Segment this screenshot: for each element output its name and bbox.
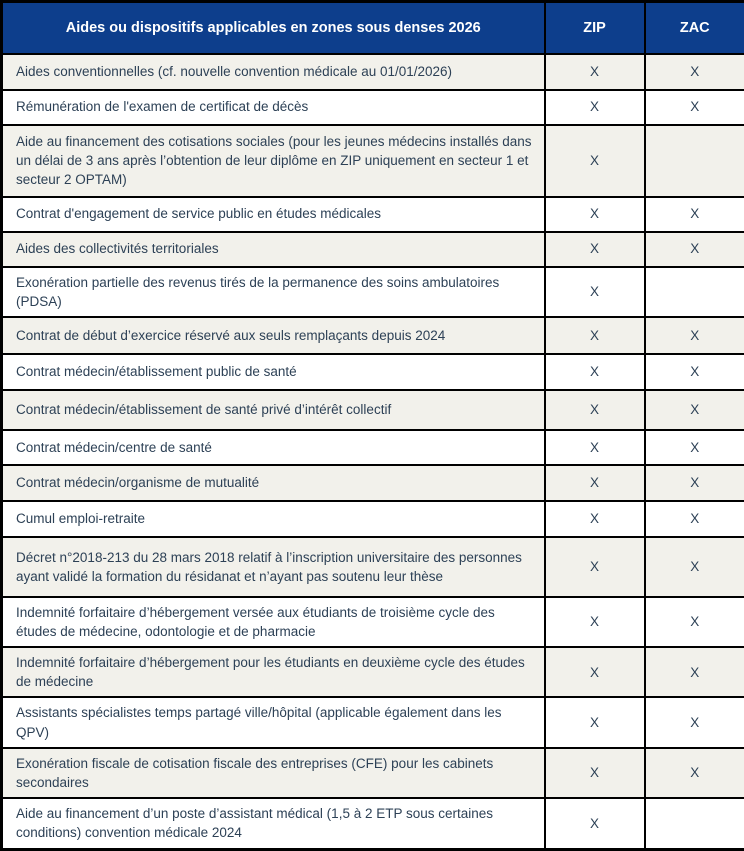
table-row [2,465,744,501]
table-row [2,54,744,90]
table-row [2,697,744,747]
zac-cell [645,125,744,197]
zac-cell: X [645,390,744,430]
table-row [2,317,744,354]
row-label-cell: Contrat médecin/centre de santé [2,430,545,465]
table-row [2,90,744,125]
row-label-cell: Indemnité forfaitaire d’hébergement pour les étudiants en deuxième cycle des études de médecine [2,647,545,697]
table-row [2,390,744,430]
zip-cell: X [545,232,645,267]
row-label-cell: Aide au financement des cotisations sociales (pour les jeunes médecins installés dans un délai de 3 ans après l’obtention de leur diplôme en ZIP uniquement en secteur 1 et secteur 2 OPTAM) [2,125,545,197]
row-label-cell: Rémunération de l'examen de certificat de décès [2,90,545,125]
header-col-zip: ZIP [545,2,645,54]
zac-cell: X [645,697,744,747]
table-row [2,597,744,647]
row-label-cell: Contrat de début d’exercice réservé aux seuls remplaçants depuis 2024 [2,317,545,354]
zip-cell: X [545,748,645,798]
row-label-cell: Contrat d'engagement de service public en études médicales [2,197,545,232]
table-row [2,267,744,317]
zac-cell: X [645,748,744,798]
zip-cell: X [545,798,645,849]
zac-cell: X [645,647,744,697]
table-row [2,430,744,465]
row-label-cell: Contrat médecin/établissement public de santé [2,354,545,390]
header-col-zac: ZAC [645,2,744,54]
table-row [2,537,744,597]
table-row [2,232,744,267]
zip-cell: X [545,430,645,465]
zac-cell: X [645,317,744,354]
zac-cell: X [645,597,744,647]
row-label-cell: Contrat médecin/établissement de santé privé d’intérêt collectif [2,390,545,430]
table-row [2,197,744,232]
zip-cell: X [545,390,645,430]
zip-cell: X [545,697,645,747]
zip-cell: X [545,90,645,125]
zip-cell: X [545,317,645,354]
zac-cell: X [645,54,744,90]
table-row [2,748,744,798]
zac-cell: X [645,232,744,267]
zac-cell [645,798,744,849]
zip-cell: X [545,125,645,197]
table-row [2,501,744,537]
zac-cell: X [645,501,744,537]
table-row [2,798,744,849]
row-label-cell: Aides conventionnelles (cf. nouvelle convention médicale au 01/01/2026) [2,54,545,90]
zac-cell: X [645,354,744,390]
zip-cell: X [545,465,645,501]
zip-cell: X [545,54,645,90]
header-row [2,2,744,54]
header-col-title: Aides ou dispositifs applicables en zones sous denses 2026 [2,2,545,54]
row-label-cell: Contrat médecin/organisme de mutualité [2,465,545,501]
row-label-cell: Cumul emploi-retraite [2,501,545,537]
row-label-cell: Aides des collectivités territoriales [2,232,545,267]
zac-cell: X [645,465,744,501]
row-label-cell: Exonération fiscale de cotisation fiscale des entreprises (CFE) pour les cabinets secondaires [2,748,545,798]
zip-cell: X [545,537,645,597]
zip-cell: X [545,267,645,317]
zac-cell [645,267,744,317]
row-label-cell: Aide au financement d’un poste d’assistant médical (1,5 à 2 ETP sous certaines conditions) convention médicale 2024 [2,798,545,849]
table-row [2,647,744,697]
zip-cell: X [545,501,645,537]
table-row [2,354,744,390]
zac-cell: X [645,430,744,465]
row-label-cell: Indemnité forfaitaire d’hébergement versée aux étudiants de troisième cycle des études de médecine, odontologie et de pharmacie [2,597,545,647]
row-label-cell: Décret n°2018-213 du 28 mars 2018 relatif à l’inscription universitaire des personnes ayant validé la formation du résidanat et n’ayant pas soutenu leur thèse [2,537,545,597]
zac-cell: X [645,197,744,232]
zac-cell: X [645,537,744,597]
row-label-cell: Assistants spécialistes temps partagé ville/hôpital (applicable également dans les QPV) [2,697,545,747]
zip-cell: X [545,597,645,647]
row-label-cell: Exonération partielle des revenus tirés de la permanence des soins ambulatoires (PDSA) [2,267,545,317]
zip-cell: X [545,197,645,232]
table-row [2,125,744,197]
zac-cell: X [645,90,744,125]
zip-cell: X [545,354,645,390]
zip-cell: X [545,647,645,697]
